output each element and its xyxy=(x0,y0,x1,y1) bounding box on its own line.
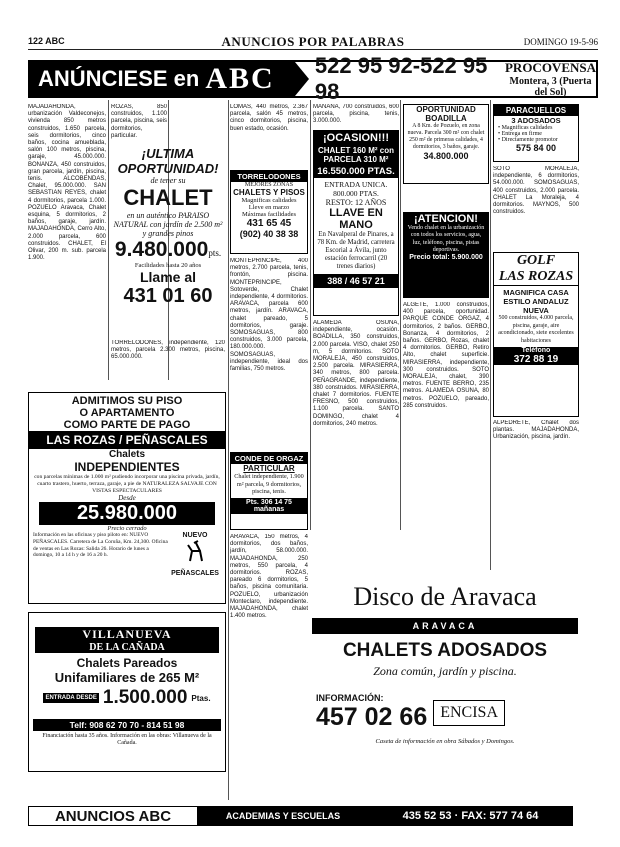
divider xyxy=(400,100,401,530)
page-date: DOMINGO 19-5-96 xyxy=(523,37,598,47)
aravaca-ad-heading: CHALETS ADOSADOS xyxy=(342,640,548,661)
villanueva-ad-price: 1.500.000 xyxy=(102,687,188,708)
aravaca-ad-title: Disco de Aravaca xyxy=(353,582,537,611)
banner-brand-name: PROCOVENSA xyxy=(504,60,596,75)
bottom-anuncios-abc: ANUNCIOS ABC xyxy=(28,806,198,826)
villanueva-ad-title: VILLANUEVA xyxy=(35,627,219,642)
aravaca-ad xyxy=(312,578,578,782)
chalet-ad xyxy=(111,146,225,334)
golf-ad-line: ESTILO ANDALUZ xyxy=(503,297,569,306)
chalet-ad-sub: de tener su xyxy=(150,176,186,185)
classified-column-2: ROZAS, 850 construidos, 1.100 parcela, piscina, seis dormitorios, particular. xyxy=(111,104,167,139)
villanueva-ad-title2: DE LA CAÑADA xyxy=(35,642,219,653)
torrelodones-ad-line: Lleve en marzo xyxy=(248,204,290,211)
boadilla-ad-title: OPORTUNIDAD BOADILLA xyxy=(416,105,476,123)
atencion-ad-text: Vendo chalet en la urbanización con todos los servicios, agua, luz, teléfono, piscina, pistas deportivas. xyxy=(407,225,485,253)
torrelodones-ad-heading: CHALETS Y PISOS xyxy=(233,188,305,197)
ocasion-ad-title: ¡OCASION!!! xyxy=(314,131,398,145)
classified-column-6: SOTO MORALEJA, independiente, 6 dormitorios, 54.000.000. SOMOSAGUAS, 400 construidos, 2.000 parcela. CHALET La Moraleja, 4 dormitorios. MAYNOS, 500 construidos. xyxy=(493,166,579,216)
paracuellos-ad-line: 3 ADOSADOS xyxy=(511,116,561,125)
atencion-ad-price: Precio total: 5.900.000 xyxy=(409,254,483,262)
conde-orgaz-ad-text: Chalet independiente, 1.900 m² parcela, 9 dormitorios, piscina, tenis. xyxy=(234,473,304,495)
paracuellos-ad-phone: 575 84 00 xyxy=(515,143,557,153)
chalet-ad-heading: CHALET xyxy=(123,185,213,210)
villanueva-ad-sub2: Unifamiliares de 265 M² xyxy=(54,670,200,685)
ocasion-ad-phone: 388 / 46 57 21 xyxy=(314,274,398,288)
golf-ad-phone: 372 88 19 xyxy=(494,354,578,365)
bottom-bar xyxy=(28,806,573,826)
paracuellos-ad-line: • Magnificas calidades xyxy=(498,125,553,131)
page-title: ANUNCIOS POR PALABRAS xyxy=(221,34,405,49)
penascales-logo: PEÑASCALES xyxy=(171,570,219,578)
ocasion-ad-line: ENTRADA UNICA. 800.000 PTAS. xyxy=(324,180,388,198)
banner-arrow-icon xyxy=(295,62,309,96)
classified-column-5: ALGETE, 1.000 construidos, 400 parcela, oportunidad. PARQUE CONDE ORGAZ, 4 dormitorios, 2 baños. GERBO, Bonanza, 4 dormitorios, 2 baños. GERBO, Rozas, chalet 4 dormitorios. GERBO, Retiro Alto, chalet superficie. MIRASIERRA, independiente, 300 construidos. SOTO MORALEJA, chalet, 390 metros. FUENTE BERRO, 235 metros. ALAMEDA OSUNA, 80 metros. POZUELO, pareado, 285 construidos. xyxy=(403,302,489,409)
conde-orgaz-ad xyxy=(230,452,308,530)
golf-ad-desc: 500 construidos, 4.000 parcela, piscina, garaje, aire acondicionado, siete excelentes habitaciones xyxy=(498,315,574,344)
boadilla-ad-price: 34.800.000 xyxy=(423,151,469,161)
divider xyxy=(490,100,491,570)
torrelodones-ad xyxy=(230,170,308,254)
banner-address: Montera, 3 (Puerta del Sol) xyxy=(509,76,592,98)
aravaca-ad-sub: Zona común, jardín y piscina. xyxy=(373,664,517,678)
golf-ad-title: GOLF xyxy=(516,253,556,268)
ocasion-ad-desc: En Navalperal de Pinares, a 78 Km. de Madrid, carretera Escorial a Ávila, junto estación ferrocarril (20 trenes diarios) xyxy=(317,231,395,270)
penascales-ad-line: O APARTAMENTO xyxy=(79,407,175,419)
top-banner xyxy=(28,53,598,104)
ocasion-ad-subtitle: CHALET 160 M² con PARCELA 310 M² xyxy=(314,145,398,165)
divider xyxy=(228,100,229,800)
aravaca-ad-note: Caseta de información en obra Sábados y Domingos. xyxy=(375,738,515,745)
golf-ad-line: MAGNIFICA CASA xyxy=(503,288,569,297)
atencion-ad-title: ¡ATENCION! xyxy=(414,213,478,225)
penascales-ad-heading: INDEPENDIENTES xyxy=(74,460,180,474)
classified-column-3: LOMAS, 440 metros, 2.367 parcela, salón 45 metros, cinco dormitorios, piscina, buen estado, ocasión. xyxy=(230,104,308,132)
conde-orgaz-ad-phone: Pts. 306 14 75 mañanas xyxy=(231,498,307,514)
deer-icon xyxy=(180,539,210,565)
boadilla-ad xyxy=(403,104,489,184)
encisa-logo: ENCISA xyxy=(433,700,505,726)
villanueva-ad-phone: Telf: 908 62 70 70 - 814 51 98 xyxy=(33,719,221,731)
paracuellos-ad xyxy=(493,104,579,162)
banner-left xyxy=(30,62,295,96)
villanueva-ad-info: Financiación hasta 35 años. Información en las obras: Villanueva de la Cañada. xyxy=(42,733,212,746)
penascales-ad-body: con parcelas mínimas de 1.000 m² pudiendo incorporar una piscina privada, jardín, cuarto trastero, huerto, terraza, garaje, a pie de NATURALEZA SALVAJE CON VISTAS ESPECTACULARES xyxy=(34,474,220,494)
bottom-phone-fax: 435 52 53 · FAX: 577 74 64 xyxy=(368,806,573,826)
page-number: 122 ABC xyxy=(28,36,65,46)
divider xyxy=(310,100,311,530)
ocasion-ad xyxy=(313,130,399,316)
classified-column-1: MAJADAHONDA, urbanización Valdeconejos, vivienda 850 metros construidos, 1.650 parcela, seis dormitorios, cinco baños, cocina amueblada, salón 100 metros, piscina, garaje, 45.000.000. BONANZA, 450 construidos, gran parcela, jardín, piscina, tenis. ALCOBENDAS, Chalet, 95.000.000. SAN SEBASTIAN REYES, chalet 4 dormitorios, parcela 1.000. POZUELO Aravaca, Chalet esquina, 5 dormitorios, 2 baños, garaje, jardín. MAJADAHONDA, Cerro Alto, 2.000 parcela, 600 construidos. CHALET, El Olivar, 200 m. sub. parcela 1.900. xyxy=(28,104,106,262)
penascales-ad-banner: LAS ROZAS / PEÑASCALES xyxy=(29,431,225,449)
golf-ad-line: NUEVA xyxy=(523,306,549,315)
villanueva-ad-entrada: ENTRADA DESDE xyxy=(45,695,97,701)
chalet-ad-price: 9.480.000 xyxy=(114,238,209,261)
boadilla-ad-text: A 8 Km. de Pozuelo, en zona nueva. Parcela 300 m² con chalet 250 m² de primeras calidades, 4 dormitorios, 3 baños, garaje. xyxy=(407,123,485,150)
golf-las-rozas-ad xyxy=(493,252,579,417)
banner-abc-logo: ABC xyxy=(205,62,275,95)
ocasion-ad-heading: LLAVE EN MANO xyxy=(329,207,383,231)
penascales-ad-price: 25.980.000 xyxy=(39,502,215,525)
chalet-ad-phone: 431 01 60 xyxy=(123,285,213,307)
golf-ad-subtitle: LAS ROZAS xyxy=(494,269,578,286)
chalet-ad-price-unit: pts. xyxy=(208,248,222,258)
penascales-ad-chalets: Chalets xyxy=(108,449,146,460)
page-header xyxy=(28,36,598,50)
torrelodones-ad-line: Máximas facilidades xyxy=(242,211,296,218)
penascales-logo-top: NUEVO xyxy=(182,532,208,540)
paracuellos-ad-title: PARACUELLOS xyxy=(494,105,578,116)
aravaca-ad-band: ARAVACA xyxy=(312,618,578,634)
torrelodones-ad-title: TORRELODONES xyxy=(231,171,307,182)
torrelodones-ad-phone: 431 65 45 xyxy=(246,218,292,229)
classified-column-6b: ALPEDRETE, Chalet dos plantas. MAJADAHONDA, Urbanización, piscina, jardín. xyxy=(493,420,579,441)
villanueva-ad-ptas: Ptas. xyxy=(191,693,211,703)
penascales-ad-line: ADMITIMOS SU PISO xyxy=(71,395,183,407)
aravaca-ad-info-label: INFORMACIÓN: xyxy=(316,693,384,703)
classified-column-4b: ALAMEDA OSUNA, independiente, ocasión. BOADILLA, 350 construidos, 2.000 parcela. VISO, chalet 250 m, 5 dormitorios. SOTO MORALEJA, 450 construidos, 2.500 parcela. MIRASIERRA, 340 metros, 800 parcela. PEÑAGRANDE, independiente, 380 construidos. MIRASIERRA, chalet 7 dormitorios. FUENTE FRESNO, 500 construidos, 1.100 parcela. SANTO DOMINGO, chalet 4 dormitorios, 240 metros. xyxy=(313,320,399,427)
classified-column-2b: TORRELODONES, independiente, 120 metros, parcela 2.300 metros, piscina, 65.000.000. xyxy=(111,340,225,361)
classified-column-3b: MONTEPRINCIPE, 400 metros, 2.700 parcela, tenis, frontón, piscina. MONTEPRINCIPE, Sotoverde, Chalet independiente, 4 dormitorios. ARAVACA, parcela 600 metros, jardín. ARAVACA, chalet pareado, 5 dormitorios, garaje. SOMOSAGUAS, 800 construidos, 3.000 parcela, 180.000.000. SOMOSAGUAS, independiente, ideal dos familias, 750 metros. xyxy=(230,258,308,373)
villanueva-ad-sub: Chalets Pareados xyxy=(76,656,178,670)
golf-ad-tel-label: Teléfono xyxy=(494,347,578,354)
aravaca-ad-phone: 457 02 66 xyxy=(316,703,428,731)
classified-column-4: MAÑANA, 700 construidos, 600 parcela, piscina, tenis, 3.000.000. xyxy=(313,104,399,125)
penascales-ad-price-note: Precio cerrado xyxy=(107,525,147,533)
chalet-ad-call: Llame al xyxy=(139,269,197,285)
penascales-ad-info: Información en las oficinas y piso piloto en: NUEVO PEÑASCALES. Carretera de La Coruña, Km. 24,300. Oficina de ventas en Las Rozas: Salida 26. Horario de lunes a domingo, 10 a 14 h y de 16 a 20 h. xyxy=(33,532,168,559)
penascales-ad-desde: Desde xyxy=(118,494,136,503)
bottom-academias: ACADEMIAS Y ESCUELAS xyxy=(198,806,368,826)
banner-text: ANÚNCIESE en xyxy=(38,66,200,91)
conde-orgaz-ad-title: CONDE DE ORGAZ xyxy=(231,453,307,464)
villanueva-ad xyxy=(28,612,226,772)
banner-phone: 522 95 92-522 95 98 xyxy=(314,53,488,104)
torrelodones-ad-phone2: (902) 40 38 38 xyxy=(239,229,299,239)
penascales-ad xyxy=(28,392,226,604)
paracuellos-ad-line: • Directamente promotor xyxy=(498,137,558,143)
banner-brand xyxy=(505,62,596,96)
ocasion-ad-line: RESTO: 12 AÑOS xyxy=(325,198,387,207)
chalet-ad-note: Facilidades hasta 20 años xyxy=(134,262,202,269)
torrelodones-ad-line: Magnificas calidades xyxy=(241,197,297,204)
chalet-ad-title: ¡ULTIMA OPORTUNIDAD! xyxy=(117,146,219,176)
torrelodones-ad-line: MEJORES ZONAS xyxy=(244,182,294,188)
ocasion-ad-price: 16.550.000 PTAS. xyxy=(314,165,398,178)
paracuellos-ad-line: • Entrega en firme xyxy=(498,131,542,137)
penascales-ad-line: COMO PARTE DE PAGO xyxy=(63,419,191,431)
atencion-ad xyxy=(403,212,489,298)
classified-column-3c: ARAVACA, 150 metros, 4 dormitorios, dos baños, jardín, 58.000.000. MAJADAHONDA, 250 metros, 550 parcela, 4 dormitorios. ROZAS, pareado 6 dormitorios, 5 baños, piscina comunitaria. POZUELO, urbanización Monteclaro, independiente. MAJADAHONDA, chalet 1.400 metros. xyxy=(230,534,308,620)
conde-orgaz-ad-sub: PARTICULAR xyxy=(243,464,295,473)
chalet-ad-desc: en un auténtico PARAISO NATURAL con jardín de 2.500 m² y grandes pinos xyxy=(113,211,223,238)
divider xyxy=(108,100,109,380)
